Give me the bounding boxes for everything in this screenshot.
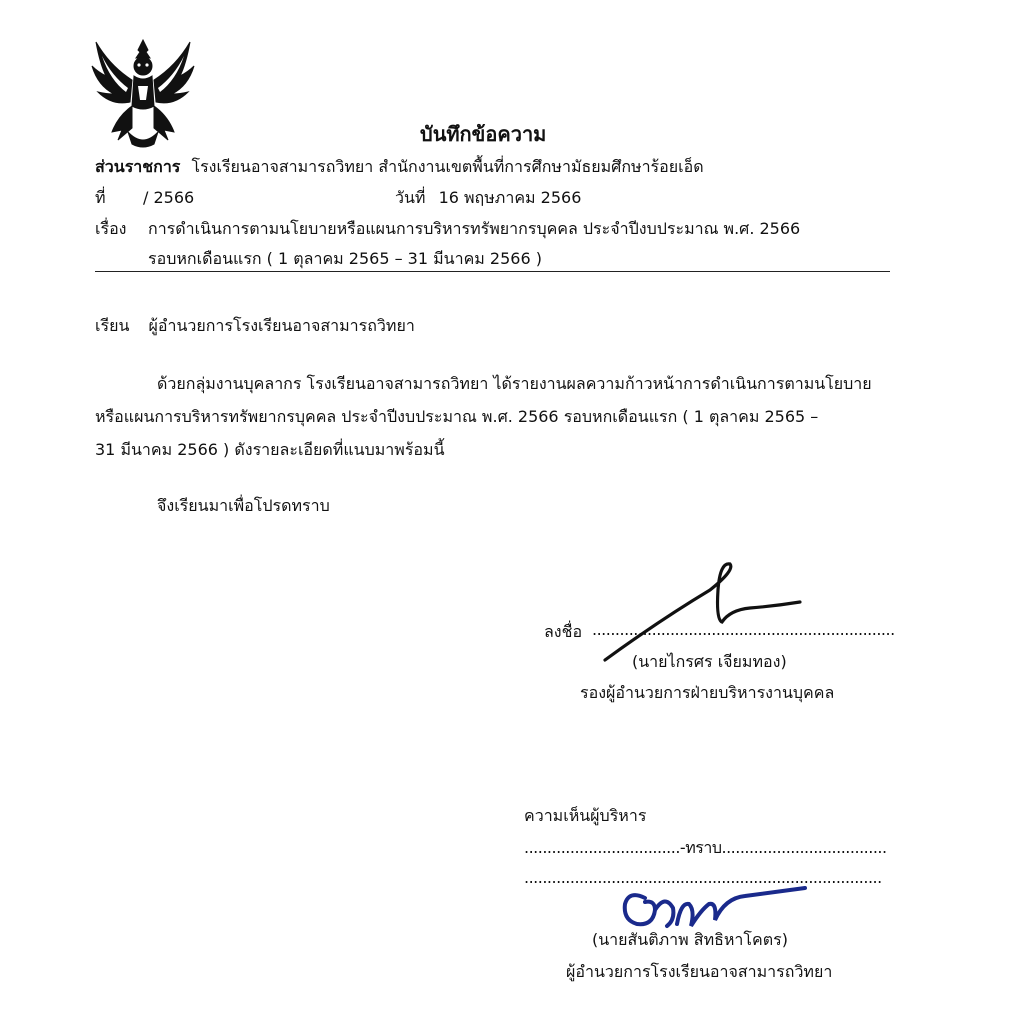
header-divider	[95, 271, 890, 272]
body-paragraph-line-3: 31 มีนาคม 2566 ) ดังรายละเอียดที่แนบมาพร้อมนี้	[95, 440, 445, 459]
opinion-line-1	[524, 838, 887, 857]
sign-label: ลงชื่อ	[544, 622, 583, 641]
closing-line: จึงเรียนมาเพื่อโปรดทราบ	[157, 496, 330, 515]
body-paragraph-line-1: ด้วยกลุ่มงานบุคลากร โรงเรียนอาจสามารถวิทยา ได้รายงานผลความก้าวหน้าการดำเนินการตามนโยบาย	[157, 374, 872, 393]
memo-title: บันทึกข้อความ	[420, 122, 547, 146]
to-label: เรียน	[95, 316, 130, 335]
agency-row	[95, 157, 704, 176]
date-label: วันที่	[395, 188, 426, 207]
signer-1-name: (นายไกรศร เจียมทอง)	[632, 652, 787, 671]
subject-line-2: รอบหกเดือนแรก ( 1 ตุลาคม 2565 – 31 มีนาคม 2566 )	[148, 249, 542, 268]
subject-line-1: การดำเนินการตามนโยบายหรือแผนการบริหารทรัพยากรบุคคล ประจำปีงบประมาณ พ.ศ. 2566	[148, 219, 801, 238]
ref-value: / 2566	[143, 188, 195, 207]
signer-2-position: ผู้อำนวยการโรงเรียนอาจสามารถวิทยา	[566, 962, 833, 981]
acknowledged-text: -ทราบ	[679, 838, 722, 857]
body-paragraph-line-2: หรือแผนการบริหารทรัพยากรบุคคล ประจำปีงบประมาณ พ.ศ. 2566 รอบหกเดือนแรก ( 1 ตุลาคม 2565 –	[95, 407, 819, 426]
date-row	[395, 188, 581, 207]
agency-label: ส่วนราชการ	[95, 157, 181, 176]
signer-2-name: (นายสันติภาพ สิทธิหาโคตร)	[592, 930, 788, 949]
opinion-line-2: ..............................................................................	[524, 868, 882, 887]
garuda-emblem-icon	[88, 36, 198, 151]
sign-dots: ..................................................................	[592, 620, 895, 639]
agency-value: โรงเรียนอาจสามารถวิทยา สำนักงานเขตพื้นที่การศึกษามัธยมศึกษาร้อยเอ็ด	[191, 157, 704, 176]
subject-label: เรื่อง	[95, 219, 127, 238]
opinion-label: ความเห็นผู้บริหาร	[524, 806, 647, 825]
signer-1-position: รองผู้อำนวยการฝ่ายบริหารงานบุคคล	[580, 683, 835, 702]
opinion-dots-left: ..................................	[524, 838, 680, 857]
date-value: 16 พฤษภาคม 2566	[438, 188, 582, 207]
to-value: ผู้อำนวยการโรงเรียนอาจสามารถวิทยา	[148, 316, 415, 335]
ref-label: ที่	[95, 188, 106, 207]
salutation-row	[95, 316, 415, 335]
opinion-dots-right: ....................................	[721, 838, 887, 857]
